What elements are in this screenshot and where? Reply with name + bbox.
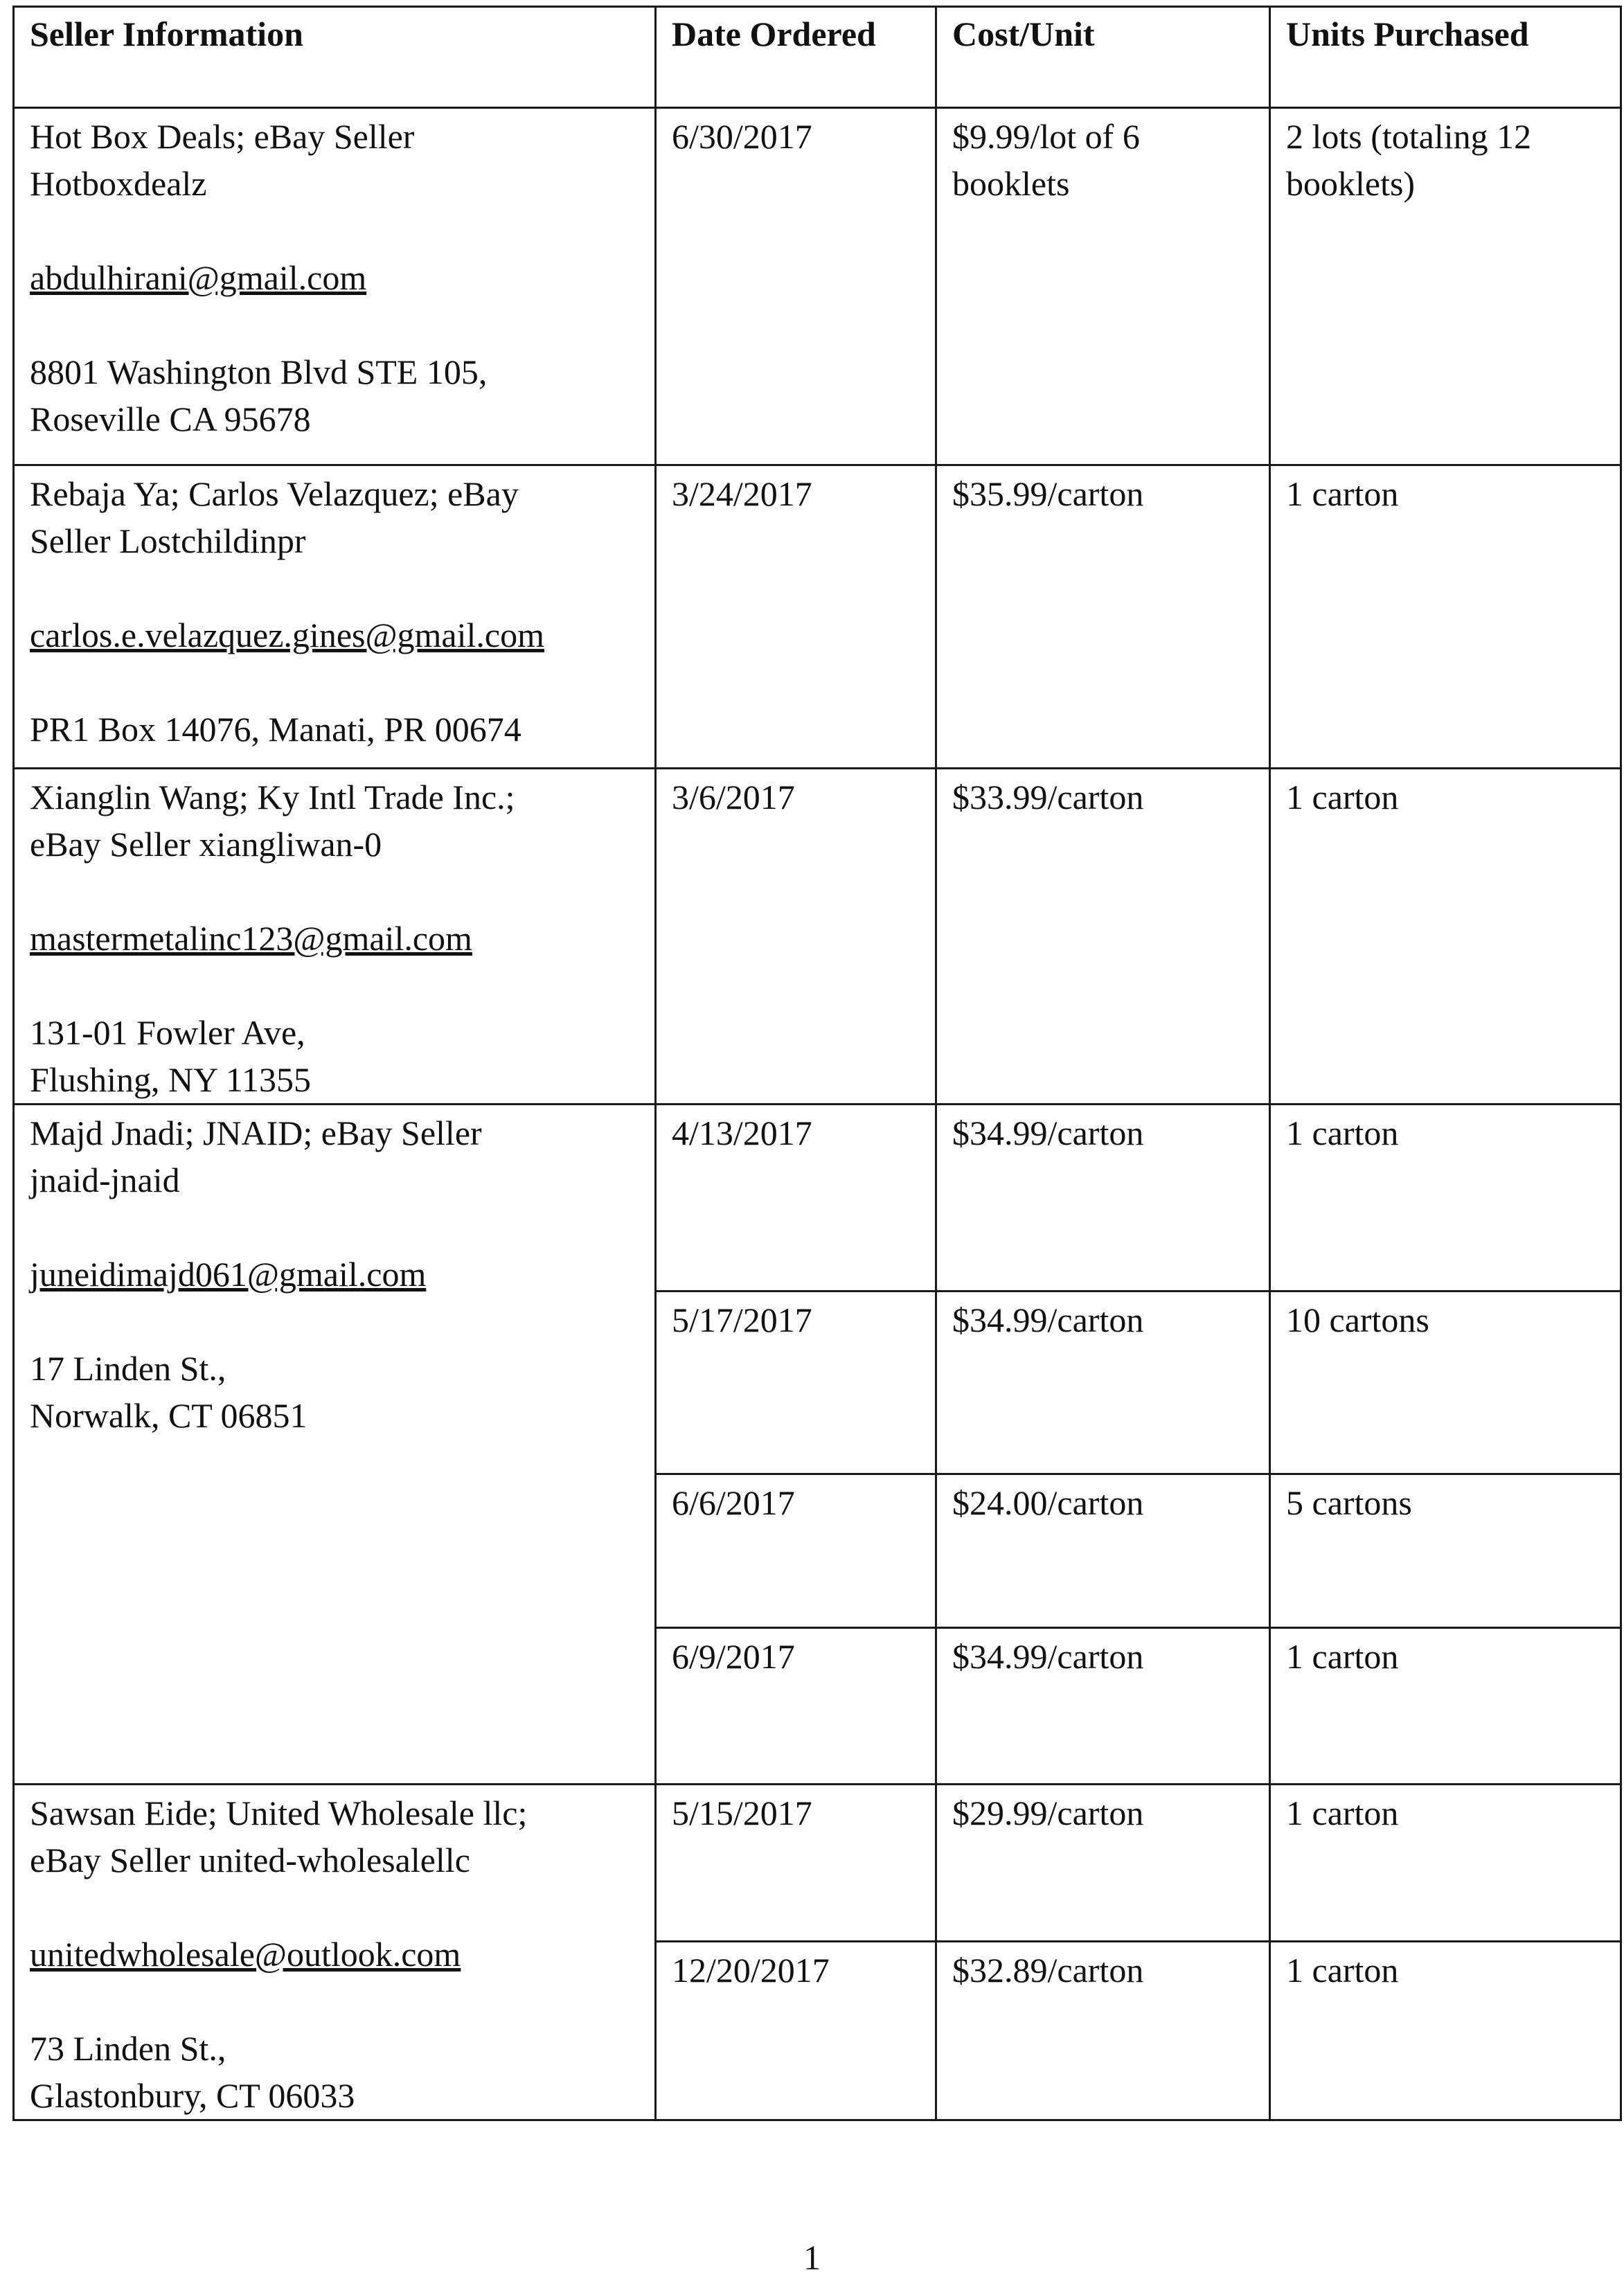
units-purchased-cell <box>1270 1942 1621 2120</box>
units-purchased-line: 1 carton <box>1286 474 1399 513</box>
cost-unit-cell <box>936 1785 1270 1942</box>
units-purchased-line: 10 cartons <box>1286 1301 1429 1339</box>
table-row <box>14 1105 1621 1292</box>
units-purchased-cell <box>1270 1628 1621 1785</box>
cost-unit-line: $34.99/carton <box>952 1114 1144 1152</box>
cost-unit-line: $24.00/carton <box>952 1483 1144 1522</box>
seller-email-link[interactable]: unitedwholesale@outlook.com <box>30 1935 461 1974</box>
seller-info-cell <box>14 108 656 465</box>
units-purchased-line: 1 carton <box>1286 778 1399 816</box>
cost-unit-line: $34.99/carton <box>952 1301 1144 1339</box>
units-purchased-line: booklets) <box>1286 164 1416 203</box>
page-number: 1 <box>803 2238 821 2277</box>
cost-unit-line: $29.99/carton <box>952 1794 1144 1832</box>
header-units-purchased: Units Purchased <box>1270 7 1621 108</box>
date-ordered: 4/13/2017 <box>672 1114 812 1152</box>
seller-email-link[interactable]: juneidimajd061@gmail.com <box>30 1255 427 1294</box>
table-row <box>14 769 1621 1105</box>
seller-info-cell <box>14 1785 656 2120</box>
date-ordered-cell <box>656 1474 936 1628</box>
units-purchased-line: 1 carton <box>1286 1951 1399 1990</box>
seller-email-link[interactable]: carlos.e.velazquez.gines@gmail.com <box>30 616 544 654</box>
header-row <box>14 7 1621 108</box>
cost-unit-line: $32.89/carton <box>952 1951 1144 1990</box>
seller-name-line: Hot Box Deals; eBay Seller <box>30 117 415 156</box>
seller-email-link[interactable]: abdulhirani@gmail.com <box>30 258 367 297</box>
date-ordered-cell <box>656 769 936 1105</box>
table-row <box>14 1785 1621 1942</box>
cost-unit-cell <box>936 465 1270 769</box>
seller-name-line: Rebaja Ya; Carlos Velazquez; eBay <box>30 474 519 513</box>
header-cost-unit: Cost/Unit <box>936 7 1270 108</box>
seller-address-line: 73 Linden St., <box>30 2029 226 2068</box>
units-purchased-cell <box>1270 1105 1621 1292</box>
cost-unit-line: $35.99/carton <box>952 474 1144 513</box>
seller-name-line: Xianglin Wang; Ky Intl Trade Inc.; <box>30 778 515 816</box>
date-ordered: 6/6/2017 <box>672 1483 795 1522</box>
units-purchased-line: 1 carton <box>1286 1637 1399 1676</box>
units-purchased-line: 2 lots (totaling 12 <box>1286 117 1532 156</box>
seller-address-line: Glastonbury, CT 06033 <box>30 2076 355 2115</box>
cost-unit-line: $33.99/carton <box>952 778 1144 816</box>
date-ordered: 12/20/2017 <box>672 1951 830 1990</box>
seller-name-line: Majd Jnadi; JNAID; eBay Seller <box>30 1114 482 1152</box>
seller-address-line: 17 Linden St., <box>30 1349 226 1388</box>
seller-name-line: Seller Lostchildinpr <box>30 521 306 560</box>
units-purchased-line: 1 carton <box>1286 1114 1399 1152</box>
date-ordered-cell <box>656 1942 936 2120</box>
seller-name-line: eBay Seller xiangliwan-0 <box>30 825 382 864</box>
units-purchased-cell <box>1270 1474 1621 1628</box>
seller-address-line: Flushing, NY 11355 <box>30 1060 312 1099</box>
date-ordered: 3/24/2017 <box>672 474 812 513</box>
date-ordered-cell <box>656 1105 936 1292</box>
units-purchased-cell <box>1270 769 1621 1105</box>
cost-unit-line: booklets <box>952 164 1070 203</box>
table-row <box>14 108 1621 465</box>
seller-info-cell <box>14 465 656 769</box>
date-ordered-cell <box>656 465 936 769</box>
header-date-ordered: Date Ordered <box>656 7 936 108</box>
cost-unit-cell <box>936 769 1270 1105</box>
seller-orders-table <box>12 6 1622 2121</box>
date-ordered: 6/9/2017 <box>672 1637 795 1676</box>
cost-unit-line: $9.99/lot of 6 <box>952 117 1140 156</box>
date-ordered-cell <box>656 1292 936 1474</box>
seller-address-line: Norwalk, CT 06851 <box>30 1396 307 1435</box>
units-purchased-cell <box>1270 465 1621 769</box>
units-purchased-line: 5 cartons <box>1286 1483 1412 1522</box>
seller-name-line: eBay Seller united-wholesalellc <box>30 1841 470 1879</box>
date-ordered: 3/6/2017 <box>672 778 795 816</box>
cost-unit-cell <box>936 1628 1270 1785</box>
date-ordered-cell <box>656 1785 936 1942</box>
cost-unit-cell <box>936 1474 1270 1628</box>
units-purchased-cell <box>1270 108 1621 465</box>
header-seller-information: Seller Information <box>14 7 656 108</box>
cost-unit-cell <box>936 1105 1270 1292</box>
cost-unit-cell <box>936 1942 1270 2120</box>
cost-unit-cell <box>936 1292 1270 1474</box>
seller-info-cell <box>14 769 656 1105</box>
date-ordered: 5/15/2017 <box>672 1794 812 1832</box>
date-ordered-cell <box>656 108 936 465</box>
seller-name-line: Hotboxdealz <box>30 164 207 203</box>
table-row <box>14 465 1621 769</box>
cost-unit-line: $34.99/carton <box>952 1637 1144 1676</box>
date-ordered-cell <box>656 1628 936 1785</box>
seller-info-cell <box>14 1105 656 1785</box>
date-ordered: 5/17/2017 <box>672 1301 812 1339</box>
units-purchased-cell <box>1270 1292 1621 1474</box>
date-ordered: 6/30/2017 <box>672 117 812 156</box>
seller-address-line: PR1 Box 14076, Manati, PR 00674 <box>30 710 521 749</box>
seller-address-line: 131-01 Fowler Ave, <box>30 1013 305 1052</box>
seller-email-link[interactable]: mastermetalinc123@gmail.com <box>30 919 472 958</box>
seller-name-line: jnaid-jnaid <box>30 1161 180 1199</box>
seller-name-line: Sawsan Eide; United Wholesale llc; <box>30 1794 528 1832</box>
units-purchased-line: 1 carton <box>1286 1794 1399 1832</box>
seller-address-line: Roseville CA 95678 <box>30 400 311 438</box>
seller-address-line: 8801 Washington Blvd STE 105, <box>30 352 488 391</box>
cost-unit-cell <box>936 108 1270 465</box>
units-purchased-cell <box>1270 1785 1621 1942</box>
